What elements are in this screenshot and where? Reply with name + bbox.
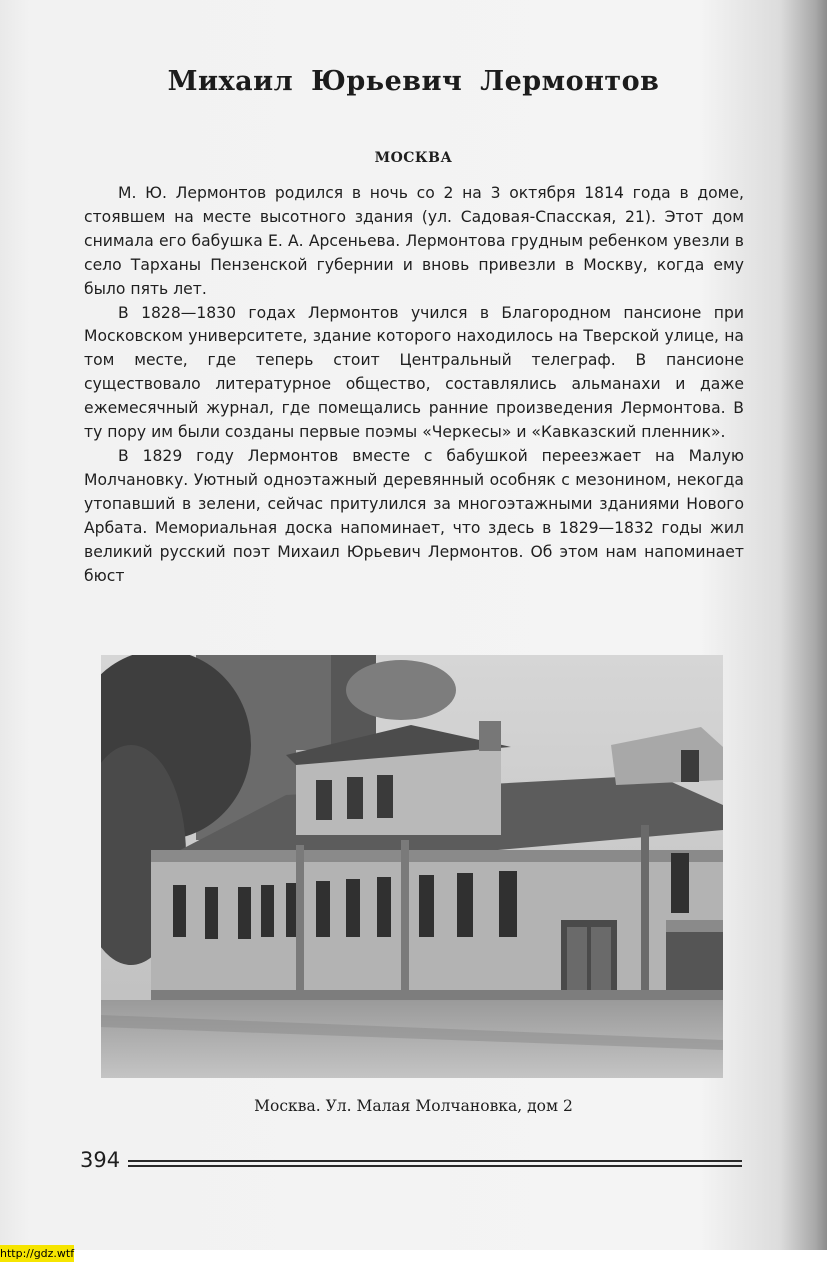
paragraph-1: М. Ю. Лермонтов родился в ночь со 2 на 3 октября 1814 года в доме, стоявшем на месте высотного здания (ул. Садовая-Спасская, 21). Этот дом снимала его бабушка Е. А. Арсеньева. Лермонтова грудным ребенком увезли в село Тарханы Пензенской губернии и вновь привезли в Москву, когда ему было пять лет. [84,184,744,298]
paragraph-2: В 1828—1830 годах Лермонтов учился в Благородном пансионе при Московском университете, здание которого находилось на Тверской улице, на том месте, где теперь стоит Центральный телеграф. В пансионе существовало литературное общество, составлялись альманахи и даже ежемесячный журнал, где помещались ранние произведения Лермонтова. В ту пору им были созданы первые поэмы «Черкесы» и «Кавказский пленник». [84,303,744,442]
house-photo [101,655,723,1078]
body-text [84,182,744,588]
footer-rule [128,1160,742,1167]
source-label[interactable]: http://gdz.wtf [0,1247,75,1260]
photo-caption: Москва. Ул. Малая Молчановка, дом 2 [254,1097,573,1115]
page-title: Михаил Юрьевич Лермонтов [167,66,660,97]
paragraph-3: В 1829 году Лермонтов вместе с бабушкой переезжает на Малую Молчановку. Уютный одноэтажный деревянный особняк с мезонином, некогда утопавший в зелени, сейчас притулился за многоэтажными зданиями Нового Арбата. Мемориальная доска напоминает, что здесь в 1829—1832 годы жил великий русский поэт Михаил Юрьевич Лермонтов. Об этом нам напоминает бюст [84,446,744,585]
section-heading: МОСКВА [374,150,453,166]
page-number: 394 [80,1148,121,1172]
